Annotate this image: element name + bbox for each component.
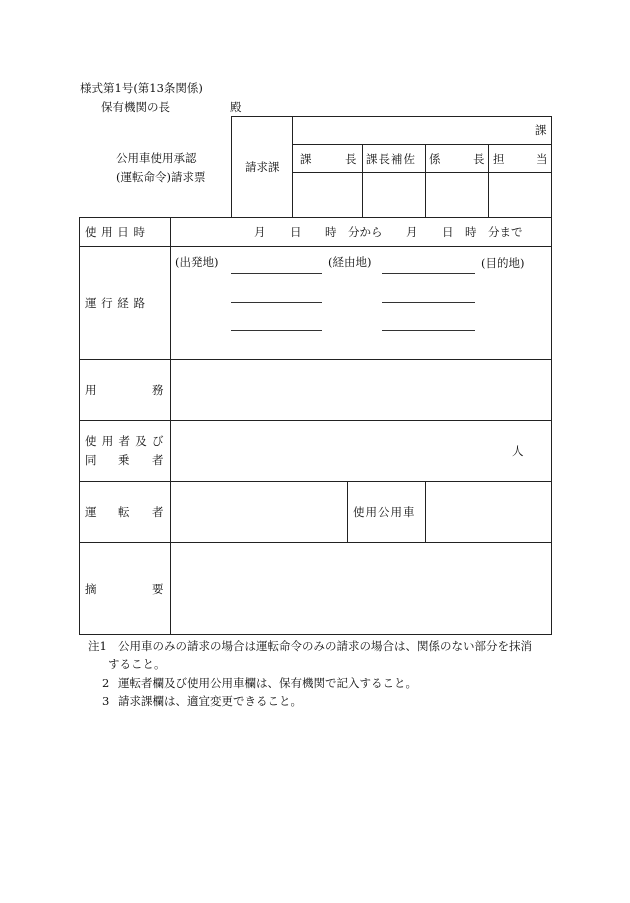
label-passengers-2c: 者 — [152, 453, 164, 467]
datetime-hour-from: 時 — [325, 225, 337, 239]
label-driver-a: 運 — [85, 505, 97, 519]
label-usage-datetime: 使 用 日 時 — [85, 225, 146, 239]
label-remarks-a: 摘 — [85, 582, 97, 596]
note2-number: 2 — [102, 676, 110, 690]
label-business-b: 務 — [152, 383, 164, 397]
datetime-day-from: 日 — [290, 225, 302, 239]
note3-text: 請求課欄は、適宜変更できること。 — [118, 694, 302, 708]
route-line-1b — [382, 273, 475, 274]
datetime-hour-to: 時 — [465, 225, 477, 239]
note1-line2: すること。 — [108, 657, 166, 671]
route-line-2b — [382, 302, 475, 303]
route-destination: (目的地) — [481, 256, 525, 270]
datetime-day-to: 日 — [442, 225, 454, 239]
form-title-line1: 公用車使用承認 — [116, 151, 197, 165]
datetime-minute-from: 分から — [348, 225, 383, 239]
label-driver-b: 転 — [118, 505, 130, 519]
route-line-2a — [231, 302, 322, 303]
datetime-month-from: 月 — [254, 225, 266, 239]
note2-text: 運転者欄及び使用公用車欄は、保有機関で記入すること。 — [118, 676, 417, 690]
section-suffix: 課 — [535, 123, 547, 137]
position-section-chief-a: 課 — [300, 152, 312, 166]
label-passengers-2b: 乗 — [118, 453, 130, 467]
label-route: 運 行 経 路 — [85, 296, 146, 310]
position-unit-chief-a: 係 — [429, 152, 441, 166]
route-line-3a — [231, 330, 322, 331]
position-section-chief-b: 長 — [345, 152, 357, 166]
position-staff-b: 当 — [536, 152, 548, 166]
label-remarks-b: 要 — [152, 582, 164, 596]
datetime-month-to: 月 — [406, 225, 418, 239]
label-passengers-2a: 同 — [85, 453, 97, 467]
honorific: 殿 — [230, 100, 242, 114]
label-driver-c: 者 — [152, 505, 164, 519]
label-passengers-line1: 使 用 者 及 び — [85, 434, 165, 448]
position-staff-a: 担 — [493, 152, 505, 166]
note1-number: 注1 — [88, 639, 107, 653]
datetime-minute-to: 分まで — [488, 225, 523, 239]
route-line-3b — [382, 330, 475, 331]
position-deputy-chief: 課長補佐 — [366, 152, 416, 166]
note3-number: 3 — [102, 694, 110, 708]
form-title-line2: (運転命令)請求票 — [116, 170, 206, 184]
passengers-unit: 人 — [512, 444, 524, 458]
label-business-a: 用 — [85, 383, 97, 397]
label-vehicle: 使用公用車 — [353, 505, 416, 519]
addressee: 保有機関の長 — [101, 100, 170, 114]
position-unit-chief-b: 長 — [473, 152, 485, 166]
route-line-1a — [231, 273, 322, 274]
form-number: 様式第1号(第13条関係) — [80, 81, 203, 95]
request-section-label: 請求課 — [245, 160, 280, 174]
route-via: (経由地) — [328, 255, 372, 269]
route-departure: (出発地) — [175, 255, 219, 269]
note1-line1: 公用車のみの請求の場合は運転命令のみの請求の場合は、関係のない部分を抹消 — [118, 639, 532, 653]
